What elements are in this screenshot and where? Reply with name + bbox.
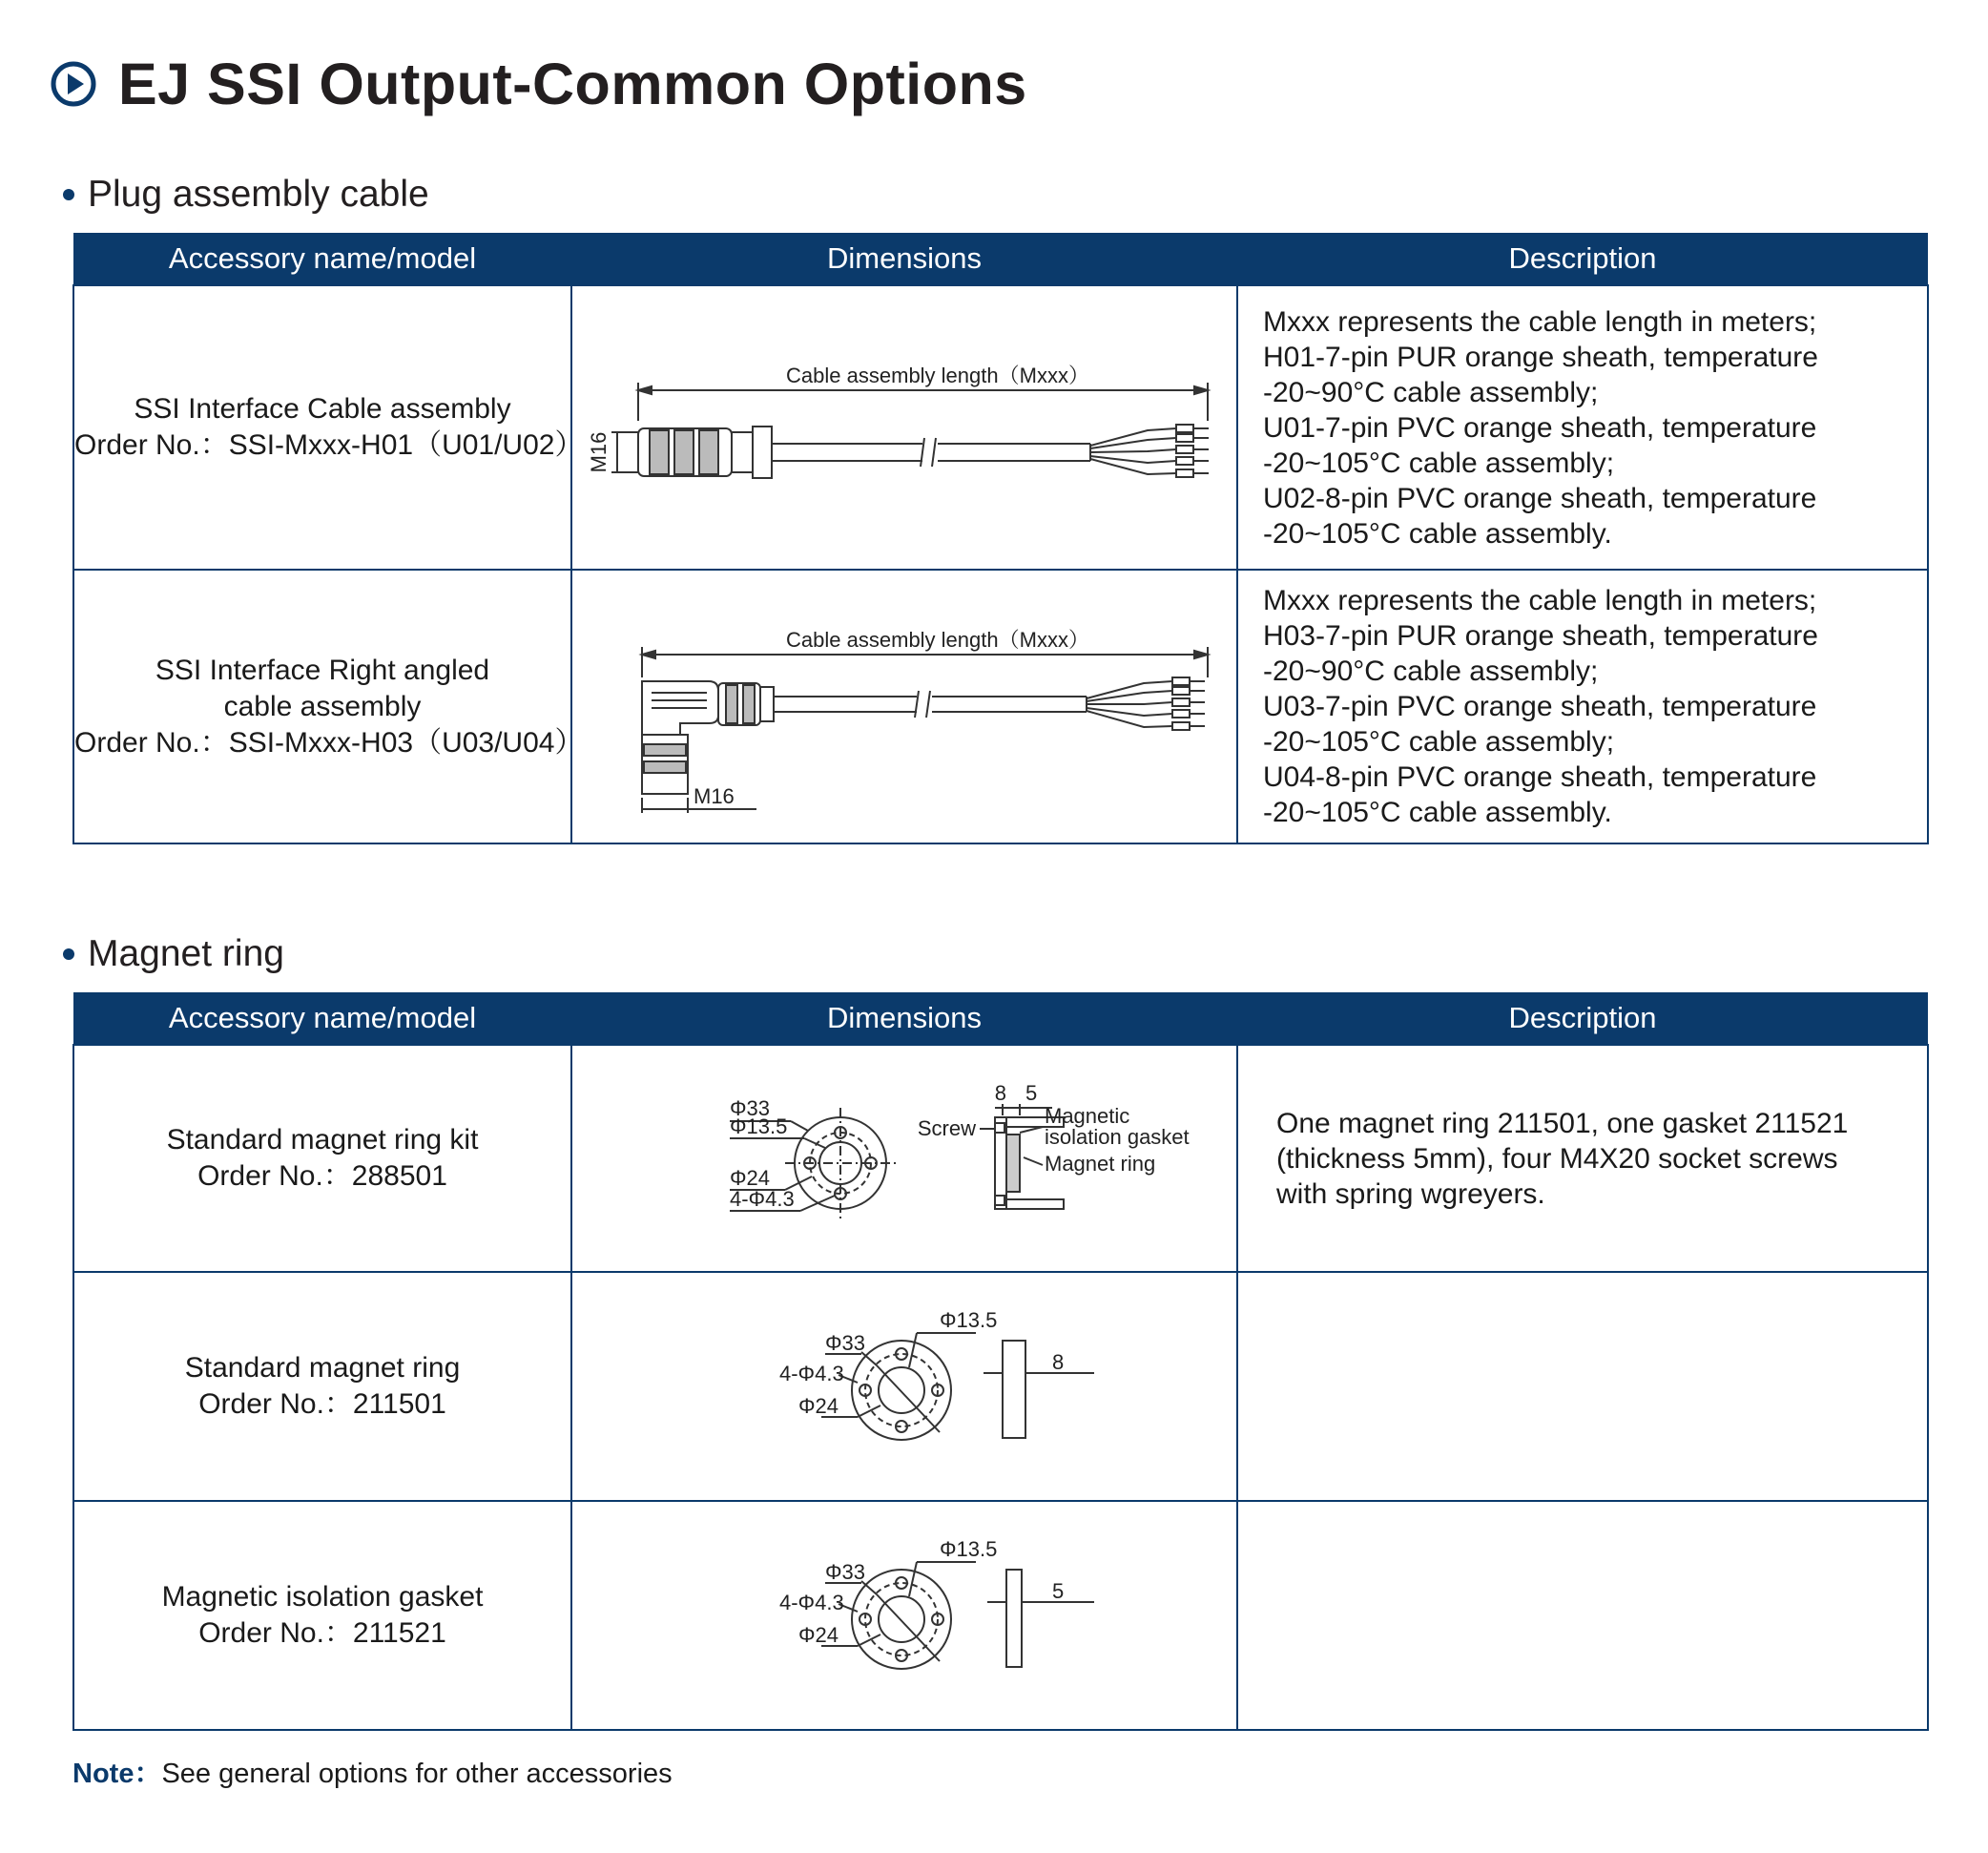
gasket-label-line-2: isolation gasket — [1045, 1124, 1190, 1149]
pitch-diameter-label: Φ24 — [730, 1165, 771, 1190]
table-row — [73, 1045, 1928, 1272]
magnet-ring-label: Magnet ring — [1045, 1151, 1156, 1176]
isolation-gasket-drawing — [575, 1503, 1233, 1724]
table-row — [73, 1272, 1928, 1501]
inner-diameter-label: Φ13.5 — [730, 1114, 788, 1138]
thickness-label: 5 — [1052, 1578, 1065, 1603]
holes-label: 4-Φ4.3 — [779, 1590, 844, 1614]
play-circle-icon — [50, 60, 97, 108]
column-header-dimensions: Dimensions — [571, 233, 1237, 285]
dimension-drawing-cell — [571, 285, 1237, 570]
m16-label: M16 — [587, 431, 611, 472]
holes-label: 4-Φ4.3 — [730, 1186, 795, 1211]
outer-diameter-label: Φ33 — [825, 1330, 866, 1355]
table-row — [73, 285, 1928, 570]
magnet-ring-table — [72, 992, 1929, 1731]
column-header-dimensions: Dimensions — [571, 992, 1237, 1045]
outer-diameter-label: Φ33 — [730, 1095, 771, 1120]
accessory-name-cell: Standard magnet ring Order No.：211501 — [73, 1272, 571, 1501]
magnet-ring-kit-drawing — [575, 1047, 1233, 1266]
dimension-drawing-cell — [571, 1501, 1237, 1730]
bullet-icon — [63, 948, 74, 960]
screw-label: Screw — [917, 1115, 976, 1140]
outer-diameter-label: Φ33 — [825, 1559, 866, 1584]
gasket-label-line-1: Magnetic — [1045, 1103, 1130, 1128]
note-label: Note： — [72, 1759, 162, 1789]
note-text: See general options for other accessories — [161, 1759, 673, 1789]
accessory-name-cell: Standard magnet ring kit Order No.：288501 — [73, 1045, 571, 1272]
table-row — [73, 570, 1928, 843]
table-row — [73, 1501, 1928, 1730]
description-cell — [1237, 1272, 1928, 1501]
dimension-drawing-cell — [571, 570, 1237, 843]
pitch-diameter-label: Φ24 — [798, 1622, 839, 1647]
width-8-label: 8 — [994, 1080, 1006, 1105]
dimension-drawing-cell — [571, 1272, 1237, 1501]
thickness-label: 8 — [1052, 1349, 1065, 1374]
page-title: EJ SSI Output-Common Options — [118, 52, 1027, 116]
accessory-name-cell: SSI Interface Right angled cable assembly Order No.：SSI-Mxxx-H03（U03/U04） — [73, 570, 571, 843]
accessory-name-cell: SSI Interface Cable assembly Order No.：SSI-Mxxx-H01（U01/U02） — [73, 285, 571, 570]
straight-cable-drawing — [575, 287, 1233, 564]
holes-label: 4-Φ4.3 — [779, 1361, 844, 1385]
section-heading-magnet-ring: Magnet ring — [63, 933, 284, 975]
footnote — [72, 1752, 673, 1791]
cable-length-label: Cable assembly length（Mxxx） — [786, 628, 1089, 652]
description-cell: Mxxx represents the cable length in meters; H01-7-pin PUR orange sheath, temperature -20~90°C cable assembly; U01-7-pin PVC orange sheath, temperature -20~105°C cable assembly; U02-8-pin PVC orange sheath, temperature -20~105°C cable assembly. — [1237, 285, 1928, 570]
bullet-icon — [63, 189, 74, 200]
magnet-ring-drawing — [575, 1274, 1233, 1495]
plug-cable-table — [72, 233, 1929, 844]
inner-diameter-label: Φ13.5 — [940, 1536, 998, 1561]
pitch-diameter-label: Φ24 — [798, 1393, 839, 1418]
table-header-row — [73, 992, 1928, 1045]
description-cell — [1237, 1501, 1928, 1730]
column-header-name: Accessory name/model — [73, 233, 571, 285]
cable-length-label: Cable assembly length（Mxxx） — [786, 363, 1089, 387]
width-5-label: 5 — [1025, 1080, 1038, 1105]
description-cell: Mxxx represents the cable length in meters; H03-7-pin PUR orange sheath, temperature -20~90°C cable assembly; U03-7-pin PVC orange sheath, temperature -20~105°C cable assembly; U04-8-pin PVC orange sheath, temperature -20~105°C cable assembly. — [1237, 570, 1928, 843]
table-header-row — [73, 233, 1928, 285]
angled-cable-drawing — [575, 571, 1233, 838]
accessory-name-cell: Magnetic isolation gasket Order No.：211521 — [73, 1501, 571, 1730]
description-cell: One magnet ring 211501, one gasket 211521 (thickness 5mm), four M4X20 socket screws with spring wgreyers. — [1237, 1045, 1928, 1272]
dimension-drawing-cell — [571, 1045, 1237, 1272]
page-title-row — [50, 46, 1027, 122]
m16-label: M16 — [694, 784, 735, 808]
inner-diameter-label: Φ13.5 — [940, 1307, 998, 1332]
column-header-name: Accessory name/model — [73, 992, 571, 1045]
column-header-description: Description — [1237, 992, 1928, 1045]
section-heading-plug-cable: Plug assembly cable — [63, 174, 429, 216]
column-header-description: Description — [1237, 233, 1928, 285]
